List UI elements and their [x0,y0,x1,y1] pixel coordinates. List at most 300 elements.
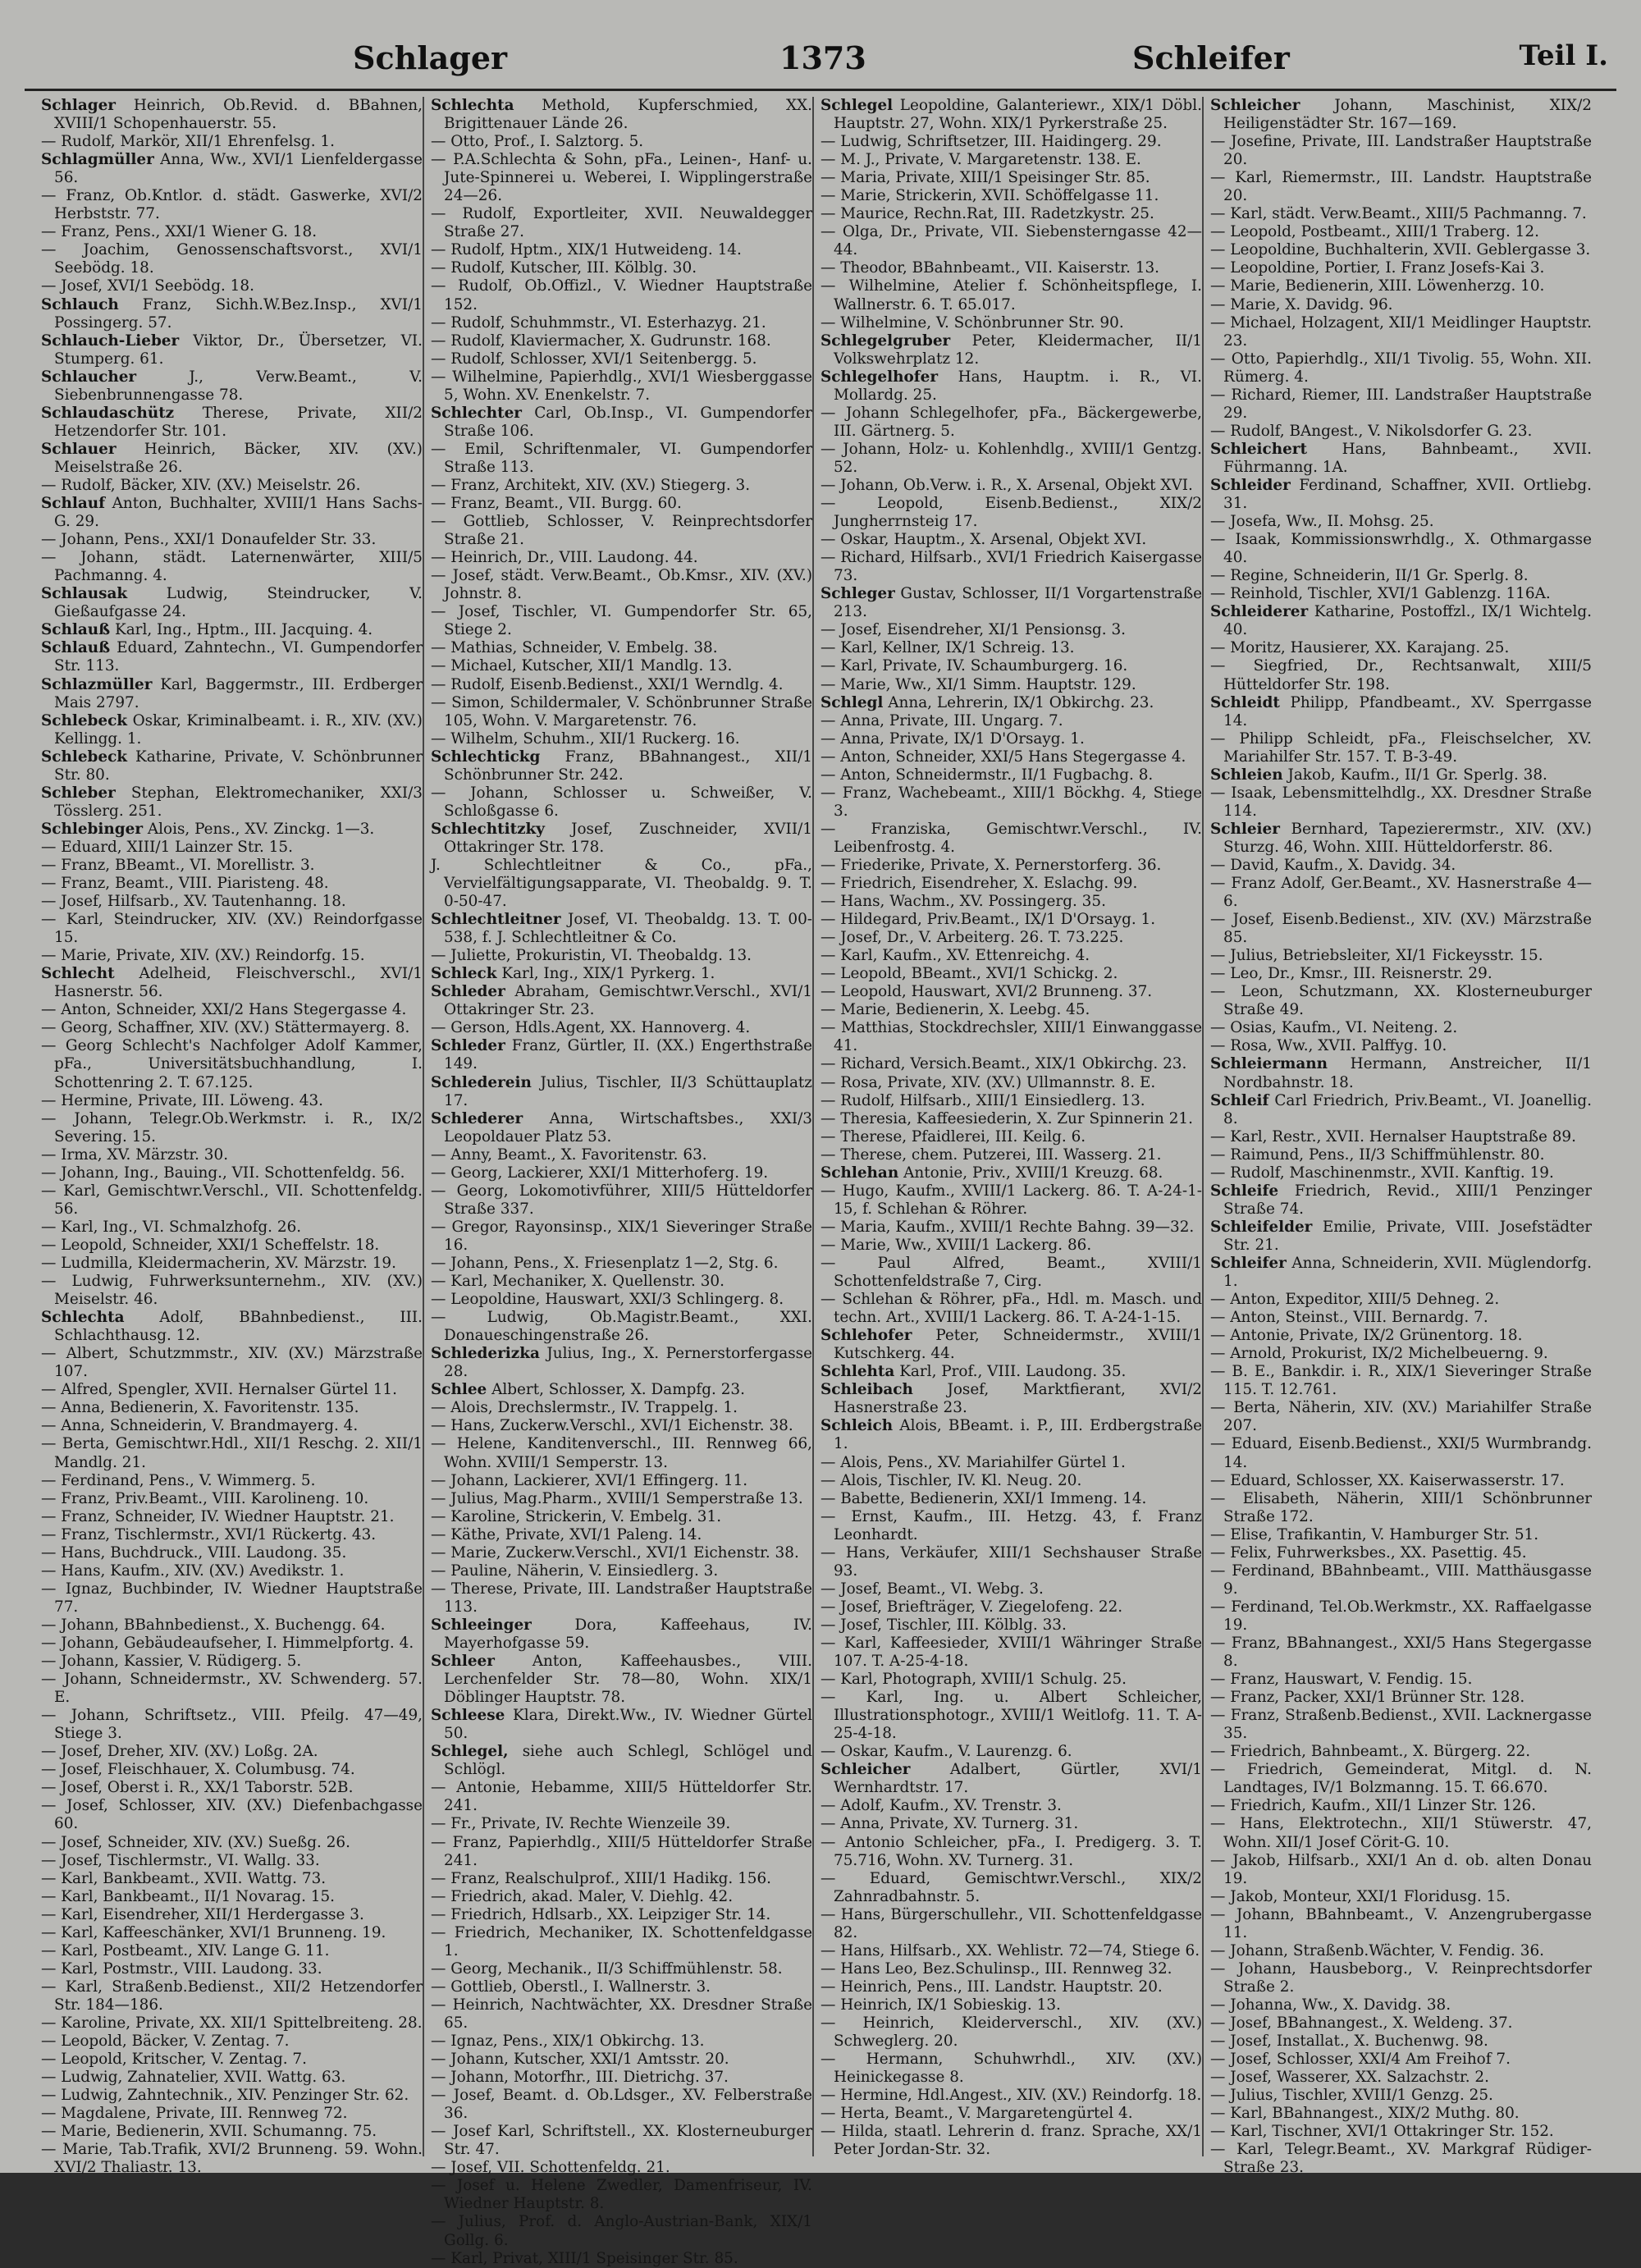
directory-entry [1210,223,1592,241]
directory-entry [431,1888,812,1906]
entry-details: — Josef, Briefträger, V. Ziegelofeng. 22. [820,1598,1123,1616]
directory-entry [1210,1255,1592,1291]
entry-details: Klara, Direkt.Ww., IV. Wiedner Gürtel 50. [444,1707,812,1743]
directory-entry [41,368,423,405]
entry-details: Karl, Ing., Hptm., III. Jacquing. 4. [114,621,373,639]
directory-entry [41,477,423,495]
directory-entry [41,839,423,857]
entry-details: — Karl, Privat, XIII/1 Speisinger Str. 85. [431,2249,738,2267]
entry-details: Stephan, Elektromechaniker, XXI/3 Tösslerg. 251. [54,784,423,820]
directory-entry [431,1779,812,1815]
entry-details: — Karl, Bankbeamt., XVII. Wattg. 73. [41,1869,327,1887]
directory-entry [1210,857,1592,875]
entry-details: — Franz, Schneider, IV. Wiedner Hauptstr. 21. [41,1507,395,1525]
entry-details: — Karoline, Private, XX. XII/1 Spittelbreiteng. 28. [41,2014,423,2032]
entry-details: — Philipp Schleidt, pFa., Fleischselcher, XV. Mariahilfer Str. 157. T. B-3-49. [1210,729,1592,766]
entry-details: — Otto, Prof., I. Salztorg. 5. [431,133,644,151]
entry-surname: Schlehofer [820,1327,912,1345]
entry-details: — Karl, Riemermstr., III. Landstr. Hauptstraße 20. [1210,169,1592,205]
directory-entry [1210,730,1592,766]
directory-entry [820,1689,1202,1743]
directory-entry [1210,1888,1592,1906]
entry-details: — Mathias, Schneider, V. Embelg. 38. [431,639,718,657]
entry-details: — Simon, Schildermaler, V. Schönbrunner Straße 105, Wohn. V. Margaretenstr. 76. [431,693,812,729]
entry-details: Eduard, Zahntechn., VI. Gumpendorfer Str. 113. [54,639,423,675]
entry-surname: Schlaucher [41,368,137,386]
entry-details: — Leopold, Eisenb.Bedienst., XIX/2 Jungherrnsteig 17. [820,495,1202,531]
directory-entry [431,821,812,857]
directory-entry [1210,567,1592,585]
page-number: 1373 [779,39,866,76]
directory-entry [41,1834,423,1852]
entry-details: — Isaak, Kommissionswrhdlg., X. Othmargasse 40. [1210,531,1592,567]
directory-entry [1210,241,1592,259]
directory-entry [41,1037,423,1091]
directory-entry [1210,1399,1592,1435]
directory-entry [1210,350,1592,386]
entry-details: — Arnold, Prokurist, IX/2 Michelbeuerng. 9. [1210,1345,1548,1363]
entry-details: — Olga, Dr., Private, VII. Siebensterngasse 42—44. [820,223,1202,259]
entry-details: — Therese, Pfaidlerei, III. Keilg. 6. [820,1127,1086,1145]
entry-details: — Ludwig, Zahnatelier, XVII. Wattg. 63. [41,2069,346,2087]
entry-details: — Hugo, Kaufm., XVIII/1 Lackerg. 86. T. A-24-1-15, f. Schlehan & Röhrer. [820,1182,1202,1218]
entry-details: — Wilhelmine, Atelier f. Schönheitspflege, I. Wallnerstr. 6. T. 65.017. [820,277,1202,313]
directory-entry [431,784,812,821]
directory-entry [1210,296,1592,314]
directory-entry [820,875,1202,893]
entry-details: — Rudolf, Ob.Offizl., V. Wiedner Hauptstraße 152. [431,277,812,313]
entry-details: — Albert, Schutzmmstr., XIV. (XV.) Märzstraße 107. [41,1345,423,1381]
directory-entry [431,1182,812,1219]
entry-details: — Herta, Beamt., V. Margaretengürtel 4. [820,2105,1133,2123]
entry-details: Carl Friedrich, Priv.Beamt., VI. Joanellig. 8. [1223,1091,1592,1127]
directory-entry [431,1743,812,1779]
entry-details: Alois, BBeamt. i. P., III. Erdbergstraße 1. [834,1417,1202,1453]
entry-surname: Schleeinger [431,1616,532,1634]
entry-details: — Rudolf, Klaviermacher, X. Gudrunstr. 168. [431,332,771,350]
directory-entry [41,296,423,332]
directory-entry [1210,1761,1592,1797]
directory-entry [1210,1327,1592,1345]
entry-surname: Schlegelgruber [820,332,951,350]
directory-entry [1210,1092,1592,1128]
directory-entry [1210,1526,1592,1544]
directory-entry [820,1490,1202,1508]
entry-details: — Maurice, Rechn.Rat, III. Radetzkystr. 25. [820,205,1154,223]
entry-surname: Schleer [431,1653,495,1671]
directory-entry [431,277,812,313]
entry-details: — Julius, Betriebsleiter, XI/1 Fickeysstr. 15. [1210,947,1543,965]
entry-details: — Friederike, Private, X. Pernerstorferg. 36. [820,856,1162,874]
entry-details: — Matthias, Stockdrechsler, XIII/1 Einwanggasse 41. [820,1019,1202,1055]
entry-details: — Johann, Telegr.Ob.Werkmstr. i. R., IX/2 Severing. 15. [41,1109,423,1145]
directory-entry [1210,766,1592,784]
entry-details: — Siegfried, Dr., Rechtsanwalt, XIII/5 Hütteldorfer Str. 198. [1210,657,1592,693]
directory-entry [41,1635,423,1653]
entry-details: — Rosa, Private, XIV. (XV.) Ullmannstr. 8. E. [820,1073,1156,1091]
entry-details: — Alois, Drechslermstr., IV. Trappelg. 1. [431,1399,738,1417]
entry-details: — Anton, Expeditor, XIII/5 Dehneg. 2. [1210,1291,1500,1309]
entry-details: — Moritz, Hausierer, XX. Karajang. 25. [1210,639,1510,657]
entry-surname: Schlechtleitner [431,911,561,929]
entry-details: — Anna, Bedienerin, X. Favoritenstr. 135. [41,1399,359,1417]
directory-entry [820,1291,1202,1327]
entry-details: Katharine, Private, V. Schönbrunner Str. 80. [54,748,423,784]
directory-entry [1210,205,1592,223]
directory-entry [431,314,812,332]
entry-details: — Anna, Schneiderin, V. Brandmayerg. 4. [41,1417,359,1435]
directory-entry [41,621,423,639]
directory-entry [41,2087,423,2105]
entry-surname: Schlebinger [41,820,144,838]
entry-details: — Josef, Eisenb.Bedienst., XIV. (XV.) Märzstraße 85. [1210,911,1592,947]
directory-entry [431,1110,812,1146]
entry-details: — Georg, Lokomotivführer, XIII/5 Hütteldorfer Straße 337. [431,1182,812,1218]
entry-details: — Julius, Tischler, XVIII/1 Genzg. 25. [1210,2087,1493,2105]
entry-details: Josef, Marktfierant, XVI/2 Hasnerstraße 23. [834,1381,1202,1417]
entry-surname: Schlegel, [431,1743,509,1761]
entry-details: — Adolf, Kaufm., XV. Trenstr. 3. [820,1797,1062,1815]
entry-details: — Anton, Schneider, XXI/2 Hans Stegergasse 4. [41,1001,407,1019]
entry-details: — Johann, Holz- u. Kohlenhdlg., XVIII/1 Gentzg. 52. [820,440,1202,476]
directory-entry [431,2159,812,2177]
directory-entry [41,133,423,151]
directory-entry [431,1019,812,1037]
entry-details: — Franz, Beamt., VIII. Piaristeng. 48. [41,875,329,893]
directory-entry [431,1399,812,1417]
entry-details: — Johann, Kassier, V. Rüdigerg. 5. [41,1653,302,1671]
entry-details: — Karl, Kellner, IX/1 Schreig. 13. [820,639,1075,657]
directory-entry [431,1345,812,1381]
entry-details: — Karl, BBahnangest., XIX/2 Muthg. 80. [1210,2105,1520,2123]
entry-details: Ferdinand, Schaffner, XVII. Ortliebg. 31. [1223,476,1592,513]
directory-entry [431,2051,812,2069]
directory-entry [820,1671,1202,1689]
directory-entry [820,1019,1202,1055]
directory-entry [820,585,1202,621]
entry-details: — Rudolf, Maschinenmstr., XVII. Kanftig. 19. [1210,1164,1554,1182]
entry-surname: Schleidt [1210,693,1280,711]
entry-details: — Antonio Schleicher, pFa., I. Predigerg. 3. T. 75.716, Wohn. XV. Turnerg. 31. [820,1833,1202,1869]
entry-details: — Karl, Telegr.Beamt., XV. Markgraf Rüdiger-Straße 23. [1210,2141,1592,2177]
directory-entry [431,1508,812,1526]
entry-details: Antonie, Priv., XVIII/1 Kreuzg. 68. [903,1164,1163,1182]
directory-entry [820,1110,1202,1128]
entry-details: Josef, VI. Theobaldg. 13. T. 00-538, f. J. Schlechtleitner & Co. [444,911,812,947]
entry-details: — Heinrich, IX/1 Sobieskig. 13. [820,1996,1061,2014]
directory-entry [431,1978,812,1996]
header-right-catchword: Schleifer [1132,39,1290,76]
entry-details: — Richard, Riemer, III. Landstraßer Hauptstraße 29. [1210,386,1592,422]
directory-entry [431,639,812,657]
entry-details: — Karl, Kaffeesieder, XVIII/1 Währinger Straße 107. T. A-25-4-18. [820,1634,1202,1671]
directory-entry [431,2213,812,2249]
entry-surname: Schlebeck [41,748,128,766]
directory-entry [1210,1562,1592,1598]
directory-entry [431,1996,812,2033]
directory-entry [820,2105,1202,2123]
entry-details: — Josef u. Helene Zwedler, Damenfriseur, IV. Wiedner Hauptstr. 8. [431,2177,812,2213]
directory-entry [820,205,1202,223]
directory-entry [820,2123,1202,2159]
entry-details: — Leopold, Bäcker, V. Zentag. 7. [41,2033,290,2051]
directory-entry [41,1019,423,1037]
directory-entry [41,1435,423,1471]
entry-details: Ludwig, Steindrucker, V. Gießaufgasse 24. [54,585,423,621]
directory-entry [820,2014,1202,2051]
entry-details: — Heinrich, Kleiderverschl., XIV. (XV.) Schweglerg. 20. [820,2014,1202,2051]
entry-details: — Georg Schlecht's Nachfolger Adolf Kammer, pFa., Universitätsbuchhandlung, I. Schottenring 2. T. 67.125. [41,1037,423,1091]
directory-entry [1210,314,1592,350]
entry-details: Therese, Private, XII/2 Hetzendorfer Str. 101. [54,404,423,440]
entry-details: Hermann, Anstreicher, II/1 Nordbahnstr. 18. [1223,1055,1592,1091]
directory-entry [431,259,812,277]
directory-entry [820,676,1202,694]
directory-entry [820,97,1202,133]
entry-details: — Anton, Schneider, XXI/5 Hans Stegergasse 4. [820,748,1186,766]
directory-entry [1210,657,1592,693]
entry-details: — Heinrich, Pens., III. Landstr. Hauptstr. 20. [820,1978,1163,1996]
entry-details: Karl, Ing., XIX/1 Pyrkerg. 1. [501,965,715,983]
entry-details: — Franz, Papierhdlg., XIII/5 Hütteldorfer Straße 241. [431,1833,812,1869]
directory-entry [820,1055,1202,1073]
directory-entry [431,1255,812,1273]
entry-details: Peter, Schneidermstr., XVIII/1 Kutschkerg. 44. [834,1327,1202,1363]
directory-entry [41,1001,423,1019]
directory-entry [820,1598,1202,1616]
entry-details: — Ignaz, Pens., XIX/1 Obkirchg. 13. [431,2033,705,2051]
entry-details: — Hans, Buchdruck., VIII. Laudong. 35. [41,1543,347,1562]
entry-details: — Gregor, Rayonsinsp., XIX/1 Sieveringer Straße 16. [431,1218,812,1254]
directory-entry [41,405,423,441]
directory-entry [820,1906,1202,1942]
directory-entry [41,187,423,223]
entry-details: — Irma, XV. Märzstr. 30. [41,1145,229,1164]
directory-entry [431,241,812,259]
entry-details: — Rudolf, Markör, XII/1 Ehrenfelsg. 1. [41,133,335,151]
directory-entry [820,893,1202,911]
entry-details: — Josef, Oberst i. R., XX/1 Taborstr. 52B. [41,1779,354,1797]
directory-entry [41,441,423,477]
directory-entry [41,1219,423,1237]
directory-entry [820,1834,1202,1870]
directory-entry [431,1273,812,1291]
entry-details: — Georg, Schaffner, XIV. (XV.) Stättermayerg. 8. [41,1019,410,1037]
entry-details: — Eduard, XIII/1 Lainzer Str. 15. [41,838,293,856]
entry-details: — Eduard, Schlosser, XX. Kaiserwasserstr. 17. [1210,1471,1565,1489]
entry-details: — Marie, X. Davidg. 96. [1210,295,1393,313]
entry-details: — M. J., Private, V. Margaretenstr. 138. E. [820,151,1141,169]
entry-details: — Josef, Installat., X. Buchenwg. 98. [1210,2033,1488,2051]
directory-entry [41,947,423,965]
entry-details: — Hans, Elektrotechn., XII/1 Stüwerstr. 47, Wohn. XII/1 Josef Cörit-G. 10. [1210,1815,1592,1851]
directory-entry [1210,1472,1592,1490]
entry-details: — Karl, Steindrucker, XIV. (XV.) Reindorfgasse 15. [41,911,423,947]
directory-entry [1210,2087,1592,2105]
entry-details: — Magdalene, Private, III. Rennweg 72. [41,2105,348,2123]
entry-details: Methold, Kupferschmied, XX. Brigittenauer Lände 26. [444,97,812,133]
directory-entry [41,1580,423,1616]
entry-details: Anton, Buchhalter, XVIII/1 Hans Sachs-G. 29. [54,495,423,531]
entry-details: — Babette, Bedienerin, XXI/1 Immeng. 14. [820,1489,1147,1507]
entry-details: — Rudolf, Schuhmmstr., VI. Esterhazyg. 21. [431,313,766,332]
directory-entry [431,1381,812,1399]
entry-details: — Johann, Hausbeborg., V. Reinprechtsdorfer Straße 2. [1210,1959,1592,1996]
entry-details: — Franz, Hauswart, V. Fendig. 15. [1210,1671,1473,1689]
entry-details: J., Verw.Beamt., V. Siebenbrunnengasse 78. [54,368,423,404]
entry-details: — Josef, Schlosser, XIV. (XV.) Diefenbachgasse 60. [41,1797,423,1833]
directory-entry [41,495,423,531]
directory-entry [1210,1942,1592,1960]
entry-details: — Rudolf, Hptm., XIX/1 Hutweideng. 14. [431,241,742,259]
directory-entry [41,1942,423,1960]
entry-details: — B. E., Bankdir. i. R., XIX/1 Sieveringer Straße 115. T. 12.761. [1210,1363,1592,1399]
directory-entry [820,621,1202,639]
entry-details: — Alois, Tischler, IV. Kl. Neug. 20. [820,1471,1082,1489]
directory-entry [431,513,812,549]
directory-entry [431,97,812,133]
entry-details: — Ferdinand, BBahnbeamt., VIII. Matthäusgasse 9. [1210,1562,1592,1598]
directory-entry [820,531,1202,549]
directory-entry [1210,911,1592,947]
entry-details: — Josef, Wasserer, XX. Salzachstr. 2. [1210,2069,1489,2087]
directory-entry [431,2250,812,2268]
directory-entry [41,2141,423,2177]
directory-entry [1210,947,1592,965]
directory-entry [1210,477,1592,513]
entry-details: — Ludwig, Schriftsetzer, III. Haidingerg. 29. [820,133,1162,151]
entry-details: — Josef, Dr., V. Arbeiterg. 26. T. 73.225. [820,929,1124,947]
entry-details: — Karl, Bankbeamt., II/1 Novarag. 15. [41,1887,336,1905]
directory-entry [1210,169,1592,205]
entry-details: — Karl, Private, IV. Schaumburgerg. 16. [820,657,1128,675]
directory-entry [431,1417,812,1435]
entry-surname: Schlechter [431,404,522,422]
entry-details: — Marie, Private, XIV. (XV.) Reindorfg. 15. [41,947,365,965]
entry-details: — Marie, Ww., XVIII/1 Lackerg. 86. [820,1236,1092,1254]
directory-entry [1210,259,1592,277]
directory-entry [1210,875,1592,911]
entry-details: — Rudolf, Schlosser, XVI/1 Seitenbergg. 5. [431,350,757,368]
entry-details: Philipp, Pfandbeamt., XV. Sperrgasse 14. [1223,693,1592,729]
directory-entry [41,1616,423,1635]
directory-entry [1210,1707,1592,1743]
entry-details: Johann, Maschinist, XIX/2 Heiligenstädter Str. 167—169. [1223,97,1592,133]
entry-details: — Josefine, Private, III. Landstraßer Hauptstraße 20. [1210,133,1592,169]
directory-entry [1210,694,1592,730]
entry-details: — Theodor, BBahnbeamt., VII. Kaiserstr. 13. [820,259,1160,277]
directory-entry [1210,2033,1592,2051]
directory-entry [431,1924,812,1960]
entry-surname: Schleicher [820,1761,911,1779]
directory-entry [820,1381,1202,1417]
directory-entry [820,639,1202,657]
entry-details: — Johann, Lackierer, XVI/1 Effingerg. 11. [431,1471,748,1489]
directory-entry [431,857,812,911]
column-divider [423,97,424,2156]
entry-surname: Schlaudaschütz [41,404,175,422]
entry-details: — Franz, Architekt, XIV. (XV.) Stiegerg. 3. [431,476,751,494]
entry-details: Abraham, Gemischtwr.Verschl., XVI/1 Ottakringer Str. 23. [444,983,812,1019]
entry-details: — Josef Karl, Schriftstell., XX. Klosterneuburger Str. 47. [431,2123,812,2159]
entry-details: Anna, Ww., XVI/1 Lienfeldergasse 56. [54,151,423,187]
directory-entry [41,549,423,585]
directory-entry [431,1562,812,1580]
directory-entry [820,947,1202,965]
entry-details: — Jakob, Hilfsarb., XXI/1 An d. ob. alten Donau 19. [1210,1851,1592,1887]
directory-entry [1210,1996,1592,2014]
directory-entry [1210,965,1592,983]
entry-details: — Leopoldine, Buchhalterin, XVII. Geblergasse 3. [1210,241,1591,259]
entry-surname: Schleiermann [1210,1055,1328,1073]
directory-entry [431,1074,812,1110]
directory-entry [820,1472,1202,1490]
entry-details: Bernhard, Tapezierermstr., XIV. (XV.) Sturzg. 46, Wohn. XIII. Hütteldorferstr. 86. [1223,820,1592,856]
directory-entry [1210,1345,1592,1363]
directory-entry [41,1653,423,1671]
entry-details: — Marie, Tab.Trafik, XVI/2 Brunneng. 59. Wohn. XVI/2 Thaliastr. 13. [41,2141,423,2177]
directory-entry [820,1128,1202,1146]
entry-surname: Schlechta [431,97,514,114]
entry-surname: Schleiderer [1210,603,1309,621]
directory-entry [820,169,1202,187]
entry-surname: Schlederein [431,1073,532,1091]
entry-surname: Schleider [1210,476,1291,494]
entry-details: — Anna, Private, XV. Turnerg. 31. [820,1815,1079,1833]
directory-entry [820,911,1202,929]
directory-entry [431,603,812,639]
entry-details: Leopoldine, Galanteriewr., XIX/1 Döbl. Hauptstr. 27, Wohn. XIX/1 Pyrkerstraße 25. [834,97,1202,133]
directory-entry [1210,513,1592,531]
directory-entry [41,2051,423,2069]
directory-entry [41,241,423,277]
entry-details: — Hans, Hilfsarb., XX. Wehlistr. 72—74, Stiege 6. [820,1941,1200,1959]
entry-surname: Schlederer [431,1109,523,1127]
entry-details: — Maria, Kaufm., XVIII/1 Rechte Bahng. 39—32. [820,1218,1195,1236]
entry-details: — Rudolf, Bäcker, XIV. (XV.) Meiselstr. 26. [41,476,361,494]
directory-entry [1210,1435,1592,1471]
entry-surname: Schlauer [41,440,117,458]
entry-details: — Rudolf, Hilfsarb., XIII/1 Einsiedlerg. 13. [820,1091,1145,1109]
entry-surname: Schleicher [1210,97,1300,114]
entry-details: — Julius, Prof. d. Anglo-Austrian-Bank, XIX/1 Gollg. 6. [431,2213,812,2249]
directory-entry [41,1472,423,1490]
entry-details: — Karl, Gemischtwr.Verschl., VII. Schottenfeldg. 56. [41,1182,423,1218]
directory-entry [431,911,812,947]
entry-details: — Josef, Dreher, XIV. (XV.) Loßg. 2A. [41,1743,318,1761]
entry-details: — Johann, Ing., Bauing., VII. Schottenfeldg. 56. [41,1164,405,1182]
entry-details: — Juliette, Prokuristin, VI. Theobaldg. 13. [431,947,752,965]
entry-details: — Paul Alfred, Beamt., XVIII/1 Schottenfeldstraße 7, Cirg. [820,1255,1202,1291]
entry-details: — Karl, Straßenb.Bedienst., XII/2 Hetzendorfer Str. 184—186. [41,1978,423,2014]
entry-details: — Alfred, Spengler, XVII. Hernalser Gürtel 11. [41,1381,397,1399]
directory-entry [431,133,812,151]
directory-entry [41,893,423,911]
entry-details: — Johann, Schlosser u. Schweißer, V. Schloßgasse 6. [431,784,812,820]
entry-details: — Johanna, Ww., X. Davidg. 38. [1210,1996,1451,2014]
directory-column-1 [41,97,423,2177]
entry-details: — Karoline, Strickerin, V. Embelg. 31. [431,1507,722,1525]
entry-details: — Karl, Postbeamt., XIV. Lange G. 11. [41,1941,330,1959]
entry-details: — Marie, Bedienerin, XIII. Löwenherzg. 10. [1210,277,1545,295]
directory-entry [820,1942,1202,1960]
entry-details: — Maria, Private, XIII/1 Speisinger Str. 85. [820,169,1150,187]
entry-details: — Johann, Pens., XXI/1 Donaufelder Str. 33. [41,531,377,549]
entry-surname: Schleien [1210,766,1283,784]
entry-details: — Josef, Beamt., VI. Webg. 3. [820,1580,1044,1598]
directory-entry [41,1924,423,1942]
entry-details: Heinrich, Bäcker, XIV. (XV.) Meiselstraße 26. [54,440,423,476]
